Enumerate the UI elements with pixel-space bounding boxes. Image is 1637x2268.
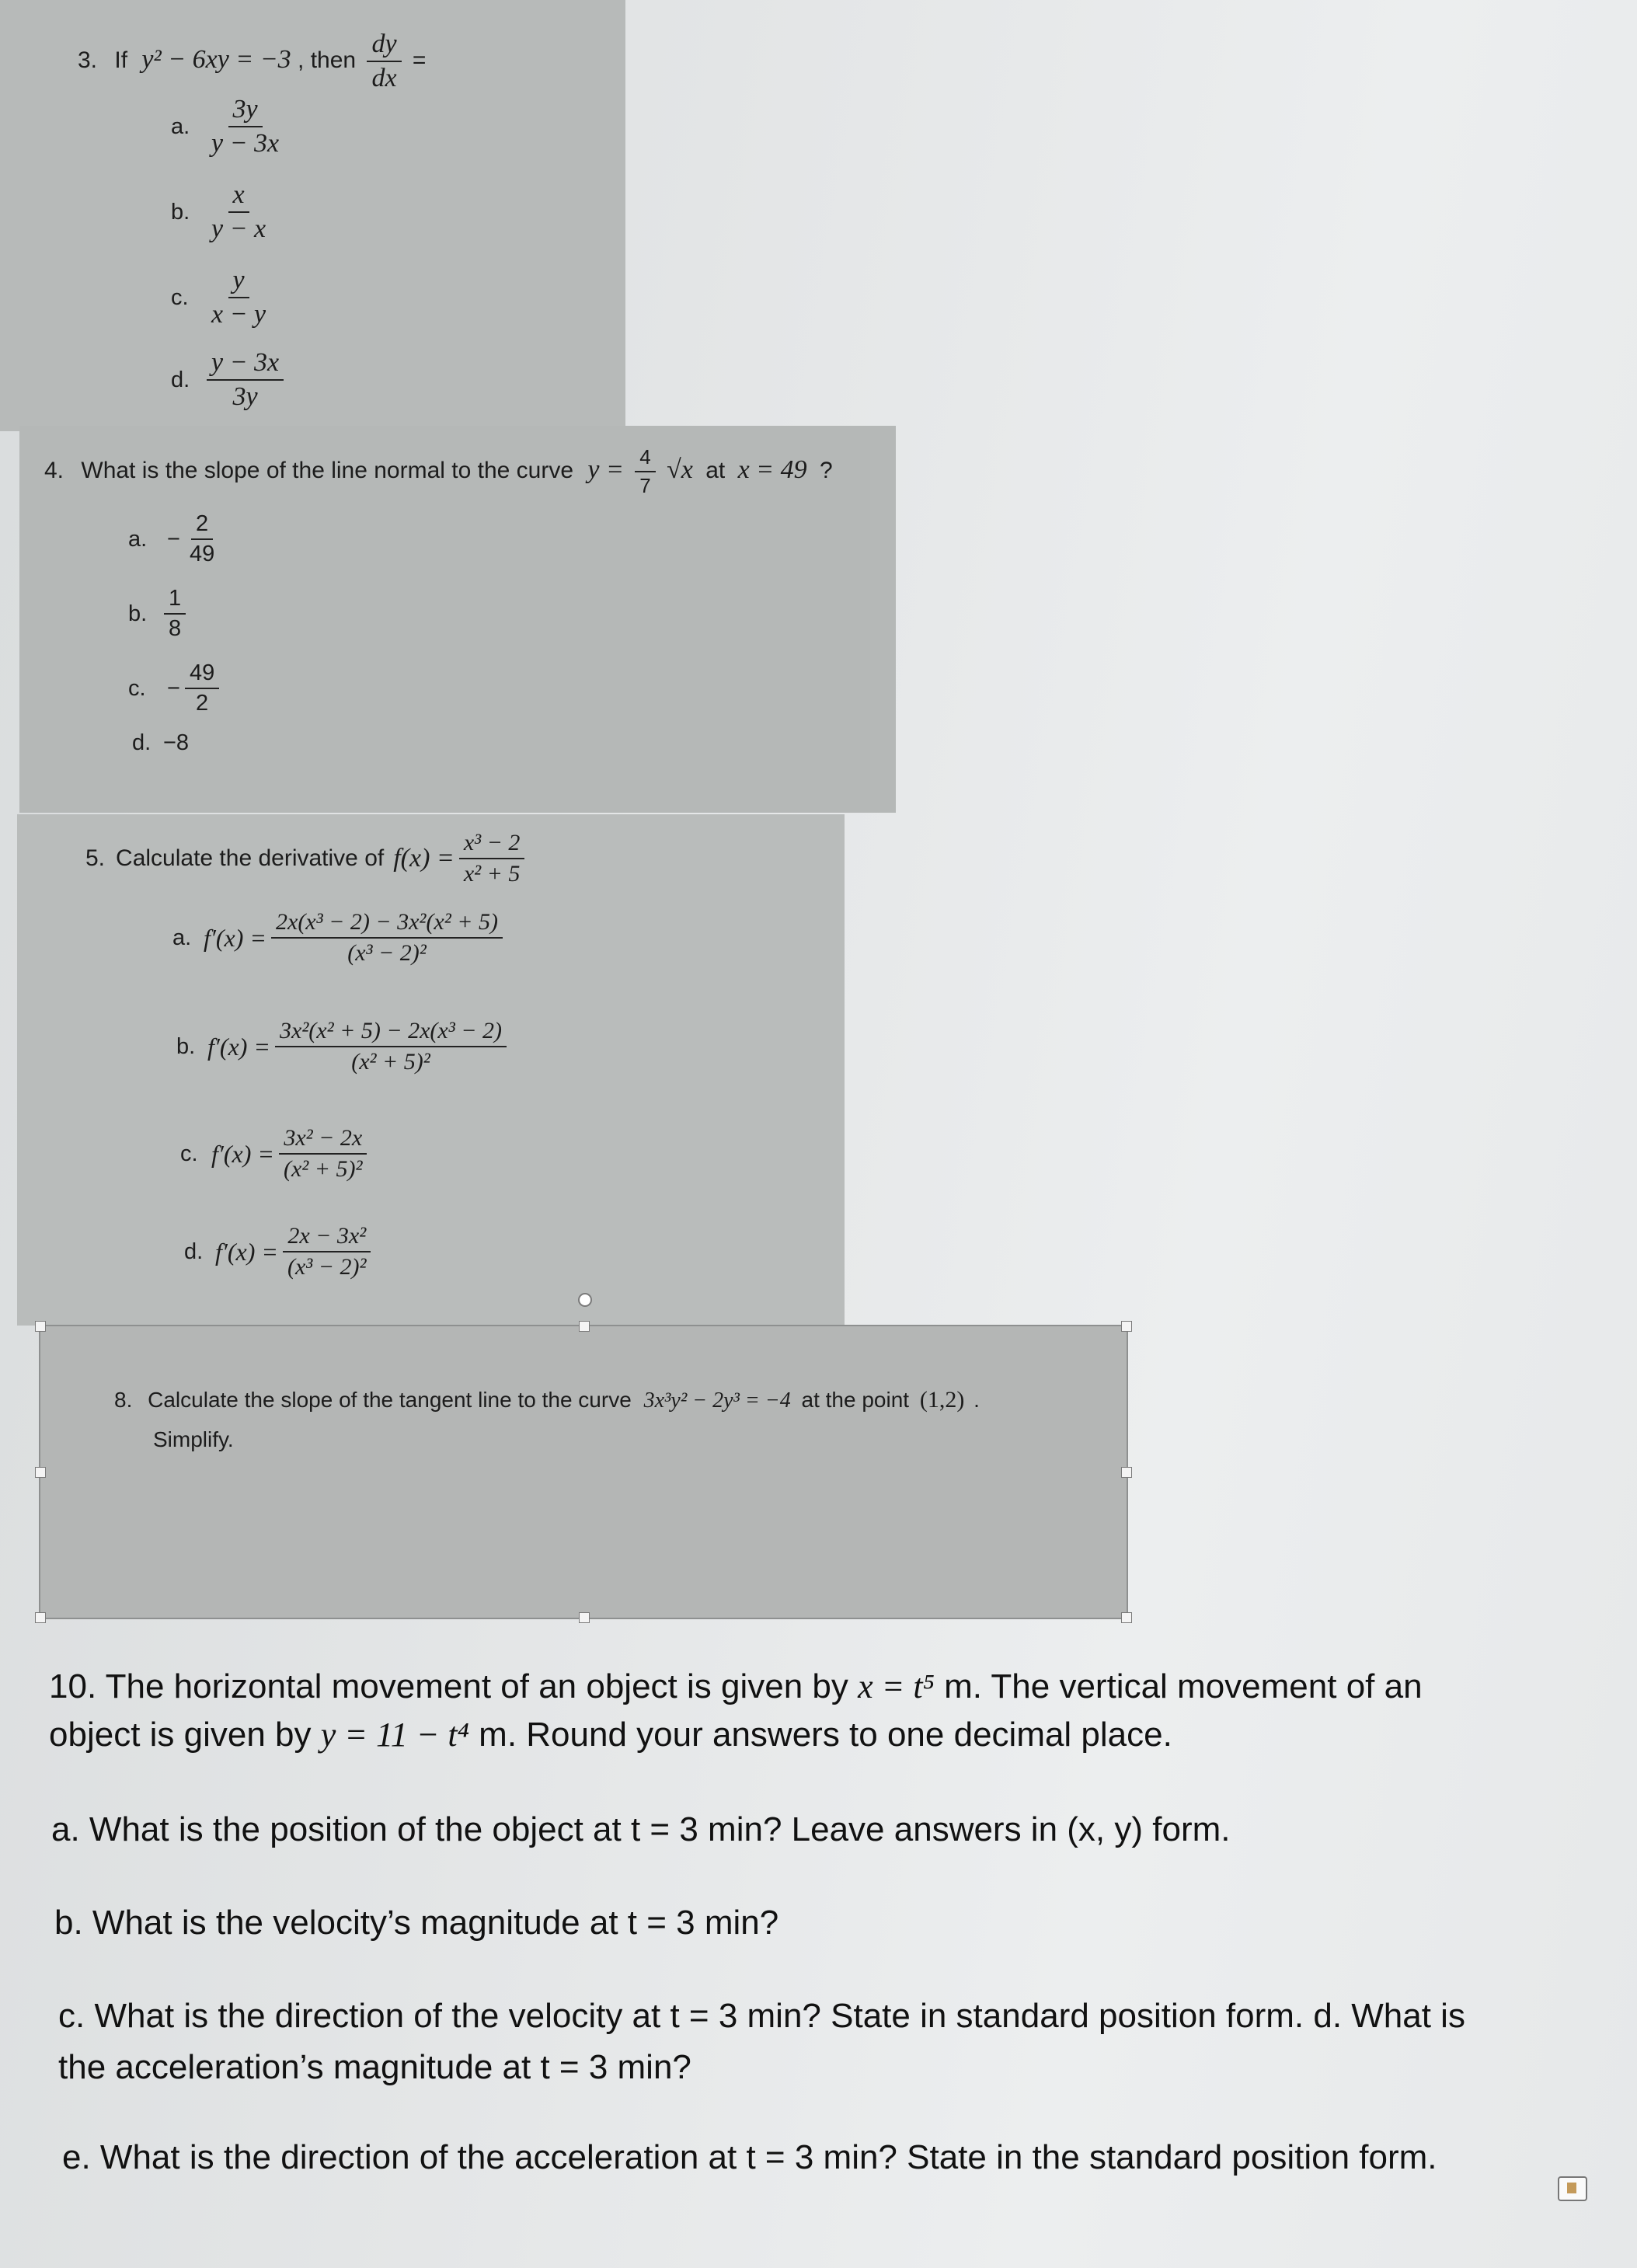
question-5-number: 5. [85, 845, 106, 871]
question-3-option-a[interactable]: a. $\frac{3y}{y - 3x}$ [171, 95, 280, 158]
question-5-option-a[interactable]: a. f′(x) = $\frac{\text{2x(x³ − 2) − 3x²(x² + 5)}}{\text{(x³ − 2)²}}$ [172, 909, 507, 967]
resize-handle-left[interactable] [35, 1467, 46, 1478]
resize-handle-bottom-left[interactable] [35, 1612, 46, 1623]
question-3-option-c[interactable]: c. $\frac{y}{x - y}$ [171, 266, 266, 329]
question-10-line-2: object is given by y = 11 − t⁴ m. Round your answers to one decimal place. [49, 1716, 1172, 1754]
question-3-option-d[interactable]: d. $\frac{y - 3x}{3y}$ [171, 348, 288, 412]
question-3-stem: 3. If y² − 6xy = −3 , then $\frac{dy}{dx}$ = [78, 30, 427, 92]
rotate-handle-icon[interactable] [578, 1293, 592, 1307]
question-8-number: 8. [114, 1388, 133, 1412]
question-4-option-b[interactable]: b. $\frac{1}{8}$ [128, 586, 190, 642]
question-3-equation: y² − 6xy = −3 [141, 44, 291, 74]
resize-handle-top[interactable] [579, 1321, 590, 1332]
question-4-stem: 4. What is the slope of the line normal to the curve y = $\frac{4}{7}$ √x at x = 49 ? [44, 445, 833, 497]
question-5-option-b[interactable]: b. f′(x) = $\frac{\text{3x²(x² + 5) − 2x(x³ − 2)}}{\text{(x² + 5)²}}$ [176, 1018, 511, 1075]
question-10-part-c: c. What is the direction of the velocity at t = 3 min? State in standard position form. d. What is [58, 1997, 1465, 2035]
question-3-panel [0, 0, 625, 431]
question-10-part-d: the acceleration’s magnitude at t = 3 min? [58, 2048, 691, 2086]
question-5-option-d[interactable]: d. f′(x) = $\frac{\text{2x − 3x²}}{\text{(x³ − 2)²}}$ [184, 1223, 376, 1280]
question-10-line-1: 10. The horizontal movement of an object is given by x = t⁵ m. The vertical movement of an [49, 1667, 1423, 1705]
question-5-function: $\frac{\text{x³ − 2}}{\text{x² + 5}}$ [459, 830, 525, 887]
question-10-part-b: b. What is the velocity’s magnitude at t = 3 min? [54, 1904, 779, 1942]
question-8-textbox[interactable] [39, 1325, 1128, 1619]
question-3-option-b[interactable]: b. $\frac{x}{y - x}$ [171, 180, 266, 243]
resize-handle-top-right[interactable] [1121, 1321, 1132, 1332]
resize-handle-top-left[interactable] [35, 1321, 46, 1332]
resize-handle-right[interactable] [1121, 1467, 1132, 1478]
question-10-part-e: e. What is the direction of the acceleration at t = 3 min? State in the standard position form. [62, 2138, 1437, 2176]
question-4-option-c[interactable]: c. − $\frac{49}{2}$ [128, 660, 224, 716]
clipboard-icon [1558, 2176, 1587, 2201]
resize-handle-bottom-right[interactable] [1121, 1612, 1132, 1623]
question-3-derivative: $\frac{dy}{dx}$ [367, 30, 401, 93]
question-5-panel [17, 814, 845, 1326]
question-4-number: 4. [44, 457, 64, 483]
question-4-panel [19, 426, 896, 813]
question-10-part-a: a. What is the position of the object at t = 3 min? Leave answers in (x, y) form. [51, 1810, 1231, 1848]
question-8-equation: 3x³y² − 2y³ = −4 [643, 1388, 791, 1413]
resize-handle-bottom[interactable] [579, 1612, 590, 1623]
question-8-stem: 8. Calculate the slope of the tangent line to the curve 3x³y² − 2y³ = −4 at the point (1,2) . [114, 1387, 980, 1413]
question-4-option-d[interactable]: d. −8 [132, 730, 190, 755]
question-8-instruction: Simplify. [153, 1427, 234, 1451]
question-3-number: 3. [78, 47, 98, 73]
question-4-option-a[interactable]: a. − $\frac{2}{49}$ [128, 511, 215, 566]
question-4-coefficient: $\frac{4}{7}$ [635, 445, 655, 498]
question-5-stem: 5. Calculate the derivative of f(x) = $\frac{\text{x³ − 2}}{\text{x² + 5}}$ [85, 830, 529, 887]
question-5-option-c[interactable]: c. f′(x) = $\frac{\text{3x² − 2x}}{\text{(x² + 5)²}}$ [180, 1125, 372, 1183]
